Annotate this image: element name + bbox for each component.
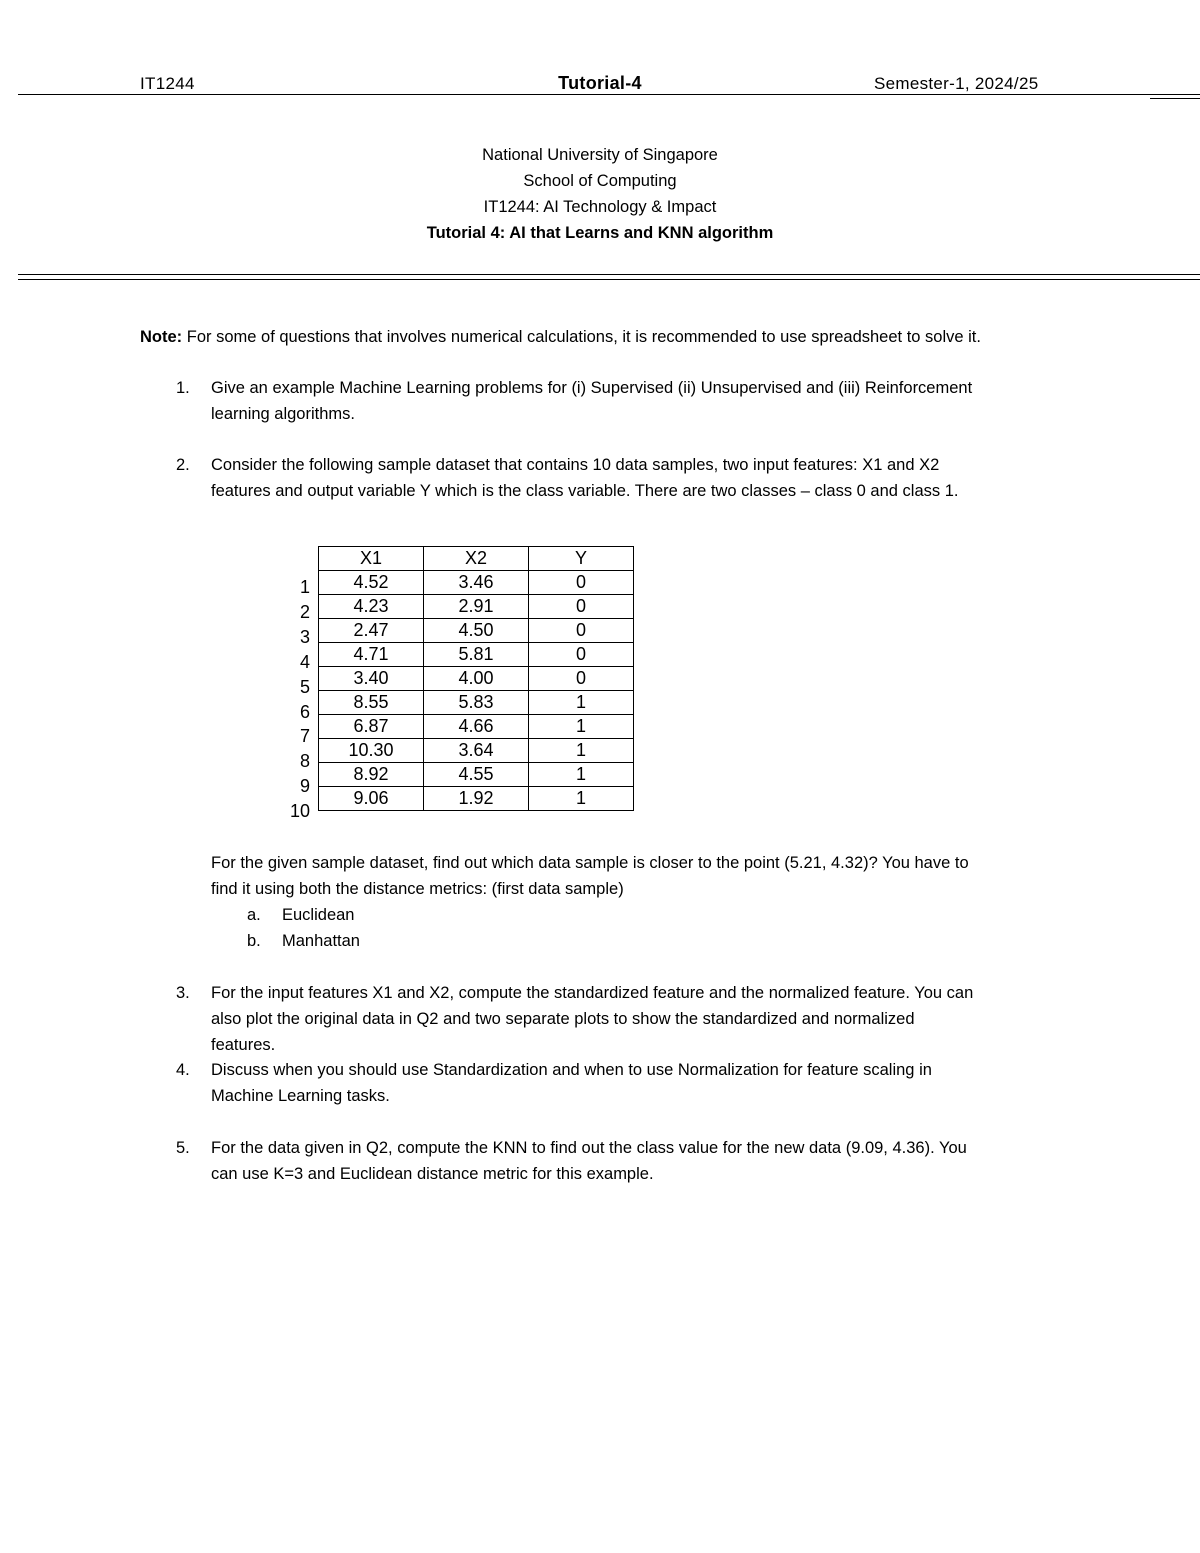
cell-y: 0 [529,667,634,691]
cell-x1: 4.52 [319,571,424,595]
row-index: 10 [289,801,310,822]
table-row [319,787,634,811]
table-row [319,715,634,739]
table-row [319,619,634,643]
table-row [319,691,634,715]
q2-sub-a: Euclidean [282,906,355,924]
question-1 [211,375,1111,427]
cell-y: 0 [529,595,634,619]
q2-after-line2: find it using both the distance metrics: (first data sample) [211,880,624,898]
tutorial-title: Tutorial 4: AI that Learns and KNN algorithm [426,224,774,242]
row-index: 5 [299,676,310,697]
q2-sub-b: Manhattan [282,932,360,950]
cell-x1: 9.06 [319,787,424,811]
cell-y: 1 [529,715,634,739]
cell-x1: 8.55 [319,691,424,715]
header-rule [18,94,1200,95]
title-rule-top [18,274,1200,275]
header-x1: X1 [319,547,424,571]
cell-y: 1 [529,787,634,811]
question-5 [211,1135,1111,1187]
cell-x1: 8.92 [319,763,424,787]
q3-number: 3. [176,984,190,1002]
school-name: School of Computing [523,172,677,190]
row-index: 8 [299,751,310,772]
q2-line1: Consider the following sample dataset that contains 10 data samples, two input features: X1 and X2 [211,456,940,474]
question-4 [211,1057,1111,1109]
module-name: IT1244: AI Technology & Impact [483,198,717,216]
cell-x2: 4.50 [424,619,529,643]
cell-x2: 3.46 [424,571,529,595]
q3-line1: For the input features X1 and X2, compute the standardized feature and the normalized feature. You can [211,984,974,1002]
q2-number: 2. [176,456,190,474]
q1-line1: Give an example Machine Learning problems for (i) Supervised (ii) Unsupervised and (iii) Reinforcement [211,379,973,397]
cell-x2: 5.81 [424,643,529,667]
cell-x1: 4.71 [319,643,424,667]
table-header-row [319,547,634,571]
row-index: 3 [299,626,310,647]
table-row [319,763,634,787]
semester: Semester-1, 2024/25 [874,74,1039,93]
q2-line2: features and output variable Y which is the class variable. There are two classes – class 0 and class 1. [211,482,959,500]
cell-x1: 10.30 [319,739,424,763]
table-row [319,571,634,595]
q5-line1: For the data given in Q2, compute the KNN to find out the class value for the new data (9.09, 4.36). You [211,1139,967,1157]
cell-x2: 3.64 [424,739,529,763]
question-2-task [211,850,1111,902]
row-index: 1 [299,577,310,597]
cell-x2: 4.66 [424,715,529,739]
q1-number: 1. [176,379,190,397]
table-row [319,739,634,763]
course-code: IT1244 [140,74,195,93]
q1-line2: learning algorithms. [211,405,355,423]
university-name: National University of Singapore [482,146,718,164]
question-3 [211,980,1111,1058]
q4-line2: Machine Learning tasks. [211,1087,390,1105]
q5-line2: can use K=3 and Euclidean distance metric for this example. [211,1165,654,1183]
q4-line1: Discuss when you should use Standardization and when to use Normalization for feature scaling in [211,1061,932,1079]
note [140,324,1140,350]
q2-sub-a-label: a. [247,906,261,924]
row-index: 4 [299,651,310,672]
cell-y: 1 [529,763,634,787]
row-index: 7 [299,726,310,747]
q4-number: 4. [176,1061,190,1079]
row-index: 9 [299,776,310,797]
cell-x2: 4.55 [424,763,529,787]
note-text: For some of questions that involves numerical calculations, it is recommended to use spreadsheet to solve it. [182,328,981,346]
cell-x1: 2.47 [319,619,424,643]
q3-line2: also plot the original data in Q2 and two separate plots to show the standardized and normalized [211,1010,915,1028]
q2-after-line1: For the given sample dataset, find out which data sample is closer to the point (5.21, 4.32)? You have to [211,854,969,872]
cell-x1: 6.87 [319,715,424,739]
question-2 [211,452,1111,504]
cell-x2: 4.00 [424,667,529,691]
header-x2: X2 [424,547,529,571]
title-rule-bottom [18,279,1200,280]
cell-x2: 1.92 [424,787,529,811]
row-index: 6 [299,701,310,722]
q5-number: 5. [176,1139,190,1157]
cell-y: 0 [529,643,634,667]
table-row [319,667,634,691]
cell-y: 1 [529,739,634,763]
cell-x1: 4.23 [319,595,424,619]
cell-y: 0 [529,619,634,643]
q3-line3: features. [211,1036,276,1054]
title-block [0,142,1200,246]
note-label: Note: [140,328,183,346]
cell-x2: 2.91 [424,595,529,619]
cell-y: 0 [529,571,634,595]
cell-x2: 5.83 [424,691,529,715]
header-rule-tail [1150,98,1200,99]
q2-sub-b-label: b. [247,932,261,950]
header-y: Y [529,547,634,571]
page-header-title: Tutorial-4 [558,73,642,93]
table-row [319,643,634,667]
cell-x1: 3.40 [319,667,424,691]
row-index: 2 [299,601,310,622]
cell-y: 1 [529,691,634,715]
table-row [319,595,634,619]
dataset-table [318,546,634,811]
row-index-column [280,575,310,824]
